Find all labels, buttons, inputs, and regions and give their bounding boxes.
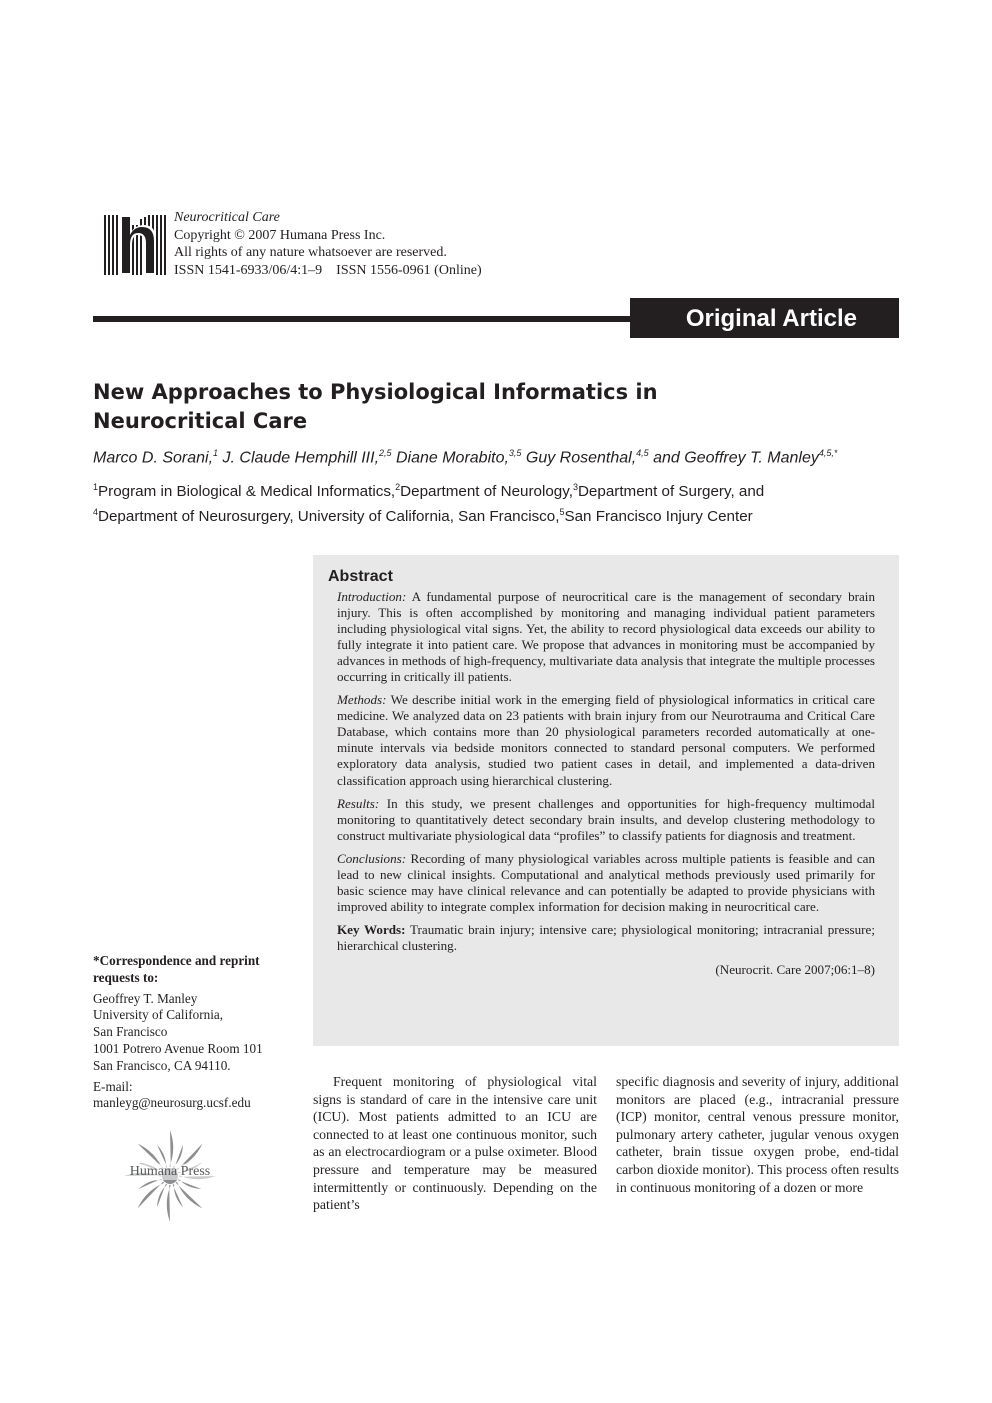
- correspondence-address: 1001 Potrero Avenue Room 101: [93, 1040, 263, 1056]
- conclusions-text: Recording of many physiological variables across multiple patients is feasible and can lead to new clinical insights. Computational and analytical methods previously used primarily for basic science may have clinical relevance and can potentially be adapted to provide physicians with improved ability to integrate complex information for decision making in neurocritical care.: [337, 850, 875, 914]
- correspondence-heading-line-2: requests to:: [93, 969, 159, 985]
- affiliation-text: Department of Surgery, and: [577, 483, 765, 501]
- methods-label: Methods:: [337, 692, 387, 708]
- keywords-text: Traumatic brain injury; intensive care; physiological monitoring; intracranial pressure; hierarchical clustering.: [337, 921, 875, 953]
- author-affiliation-marker: 1: [213, 448, 219, 458]
- author-affiliation-marker: 4,5: [636, 448, 649, 458]
- introduction-text: A fundamental purpose of neurocritical care is the management of secondary brain injury. This is often accomplished by monitoring and managing individual patient parameters including physiological vital signs. Yet, the ability to record physiological data exceeds our ability to fully integrate it into patient care. We propose that advances in monitoring must be accompanied by advances in methods of high-frequency, multivariate data analysis that integrate the multiple processes occurring in critically ill patients.: [337, 589, 875, 685]
- copyright-line: Copyright © 2007 Humana Press Inc.: [174, 227, 386, 243]
- title-line-1: New Approaches to Physiological Informatics in: [93, 380, 658, 404]
- abstract-box: [313, 555, 899, 1046]
- conclusions-label: Conclusions:: [337, 850, 407, 866]
- rights-line: All rights of any nature whatsoever are reserved.: [174, 245, 447, 261]
- sunburst-ray: [167, 1185, 171, 1222]
- sunburst-ray: [157, 1184, 167, 1207]
- email-label: E-mail:: [93, 1078, 133, 1094]
- email-address[interactable]: manleyg@neurosurg.ucsf.edu: [93, 1095, 251, 1111]
- article-title: [93, 378, 793, 436]
- title-line-2: Neurocritical Care: [93, 409, 308, 433]
- correspondence-heading-line-1: *Correspondence and reprint: [93, 953, 260, 968]
- sunburst-ray: [169, 1130, 173, 1167]
- header-rule: [93, 316, 631, 322]
- publisher-name: Humana Press: [116, 1164, 224, 1180]
- abstract-heading: Abstract: [328, 568, 393, 585]
- affiliation-text: San Francisco Injury Center: [564, 508, 753, 526]
- affiliation-text: Department of Neurosurgery, University of California, San Francisco,: [98, 508, 560, 526]
- correspondence-org: University of California,: [93, 1007, 224, 1023]
- author-name: Marco D. Sorani,: [93, 449, 214, 467]
- correspondence-city: San Francisco: [93, 1024, 168, 1040]
- correspondence-block: [93, 953, 293, 1112]
- author-name: and Geoffrey T. Manley: [648, 449, 819, 467]
- publisher-logo: [116, 1128, 224, 1224]
- issn-line: ISSN 1541-6933/06/4:1–9 ISSN 1556-0961 (Online): [174, 262, 482, 278]
- author-name: Guy Rosenthal,: [521, 449, 637, 467]
- author-affiliation-marker: 2,5: [379, 448, 392, 458]
- correspondence-city-zip: San Francisco, CA 94110.: [93, 1057, 231, 1073]
- author-affiliation-marker: 4,5,*: [818, 448, 838, 458]
- humana-logo-icon: [102, 211, 168, 277]
- author-list: [93, 442, 913, 469]
- affiliations: [93, 477, 913, 527]
- affiliation-marker: 5: [559, 507, 565, 518]
- body-column-2: specific diagnosis and severity of injury, additional monitors are placed (e.g., intracranial pressure (ICP) monitor, central venous pressure monitor, pulmonary artery catheter, jugular venous oxygen catheter, brain tissue oxygen probe, end-tidal carbon dioxide monitor). This process often results in continuous monitoring of a dozen or more: [616, 1074, 899, 1195]
- introduction-label: Introduction:: [337, 589, 407, 604]
- affiliation-line-1: [93, 477, 913, 502]
- journal-name: Neurocritical Care: [174, 210, 280, 225]
- sunburst-ray: [139, 1179, 162, 1189]
- abstract-conclusions: [337, 851, 875, 915]
- affiliation-marker: 4: [93, 507, 99, 518]
- affiliation-text: Department of Neurology,: [400, 483, 573, 501]
- abstract-methods: [337, 692, 875, 788]
- article-type-banner: Original Article: [630, 298, 899, 338]
- affiliation-marker: 1: [93, 482, 99, 492]
- author-name: Diane Morabito,: [391, 449, 509, 467]
- abstract-introduction: [337, 589, 875, 685]
- citation: (Neurocrit. Care 2007;06:1–8): [715, 961, 875, 977]
- correspondence-name: Geoffrey T. Manley: [93, 990, 198, 1006]
- methods-text: We describe initial work in the emerging field of physiological informatics in critical care medicine. We analyzed data on 23 patients with brain injury from our Neurotrauma and Critical Care Database, which contains more than 20 physiological parameters recorded automatically at one-minute intervals via bedside monitors connected to standard personal computers. We performed exploratory data analysis, studied two patient cases in detail, and implemented a data-driven classification approach using hierarchical clustering.: [337, 692, 875, 788]
- results-text: In this study, we present challenges and opportunities for high-frequency multimodal monitoring to quantitatively detect secondary brain insults, and develop clustering methodology to construct multivariate physiological data “profiles” to classify patients for diagnosis and treatment.: [337, 795, 875, 843]
- results-label: Results:: [337, 795, 380, 811]
- sunburst-ray: [178, 1179, 201, 1189]
- abstract-keywords: [337, 922, 875, 954]
- affiliation-marker: 2: [395, 482, 401, 492]
- body-column-1: Frequent monitoring of physiological vital signs is standard of care in the intensive care unit (ICU). Most patients admitted to an ICU are connected to at least one continuous monitor, such as an electrocardiogram or a pulse oximeter. Blood pressure and temperature may be measured intermittently or continuously. Depending on the patient’s: [313, 1074, 597, 1213]
- affiliation-line-2: [93, 502, 913, 527]
- author-name: J. Claude Hemphill III,: [218, 449, 380, 467]
- affiliation-text: Program in Biological & Medical Informatics,: [98, 483, 396, 501]
- journal-info: [174, 209, 482, 279]
- author-affiliation-marker: 3,5: [508, 448, 522, 458]
- keywords-label: Key Words:: [337, 921, 406, 937]
- correspondence-heading: [93, 953, 293, 987]
- abstract-results: [337, 796, 875, 844]
- affiliation-marker: 3: [572, 482, 578, 492]
- sunburst-ray: [173, 1184, 183, 1207]
